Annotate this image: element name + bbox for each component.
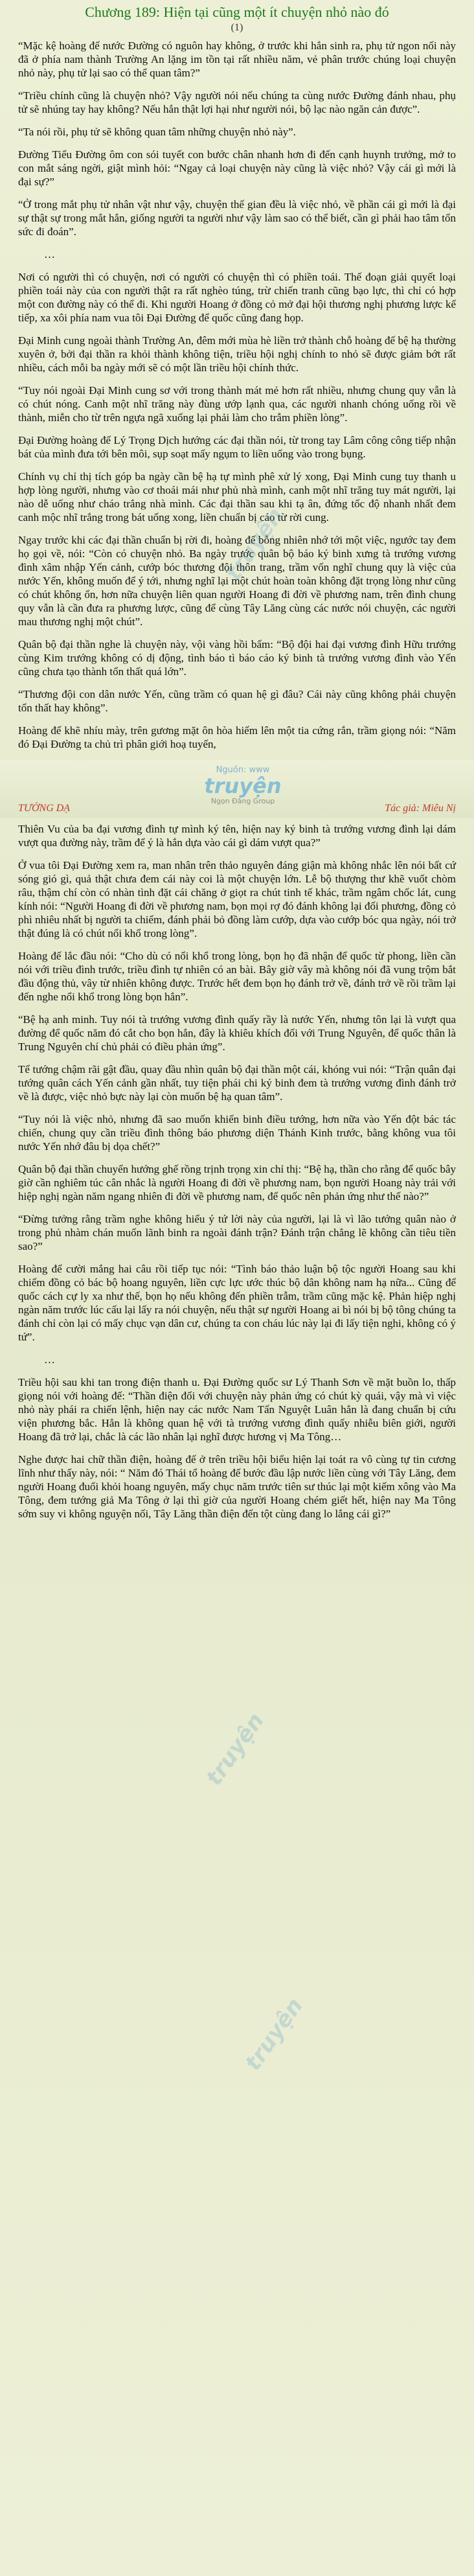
diagonal-watermark: truyện [240, 1993, 309, 2076]
paragraph: “Thương đội con dân nước Yến, cũng trầm có quan hệ gì đâu? Cái này cũng không phải chuyện tổn thất hay không”. [18, 688, 456, 714]
scene-break: … [44, 248, 55, 260]
paragraph: Quân bộ đại thần nghe là chuyện này, vội vàng hồi bẩm: “Bộ đội hai đại vương đình Hữu trướng cùng Kim trướng không có dị động, tình báo tì báo cáo ký binh tà trướng vương đình vào Yến cũng chưa tạo thành tổn thất quá lớn”. [18, 638, 456, 678]
paragraph: “Tuy nói là việc nhỏ, nhưng đã sao muốn khiến binh điều tướng, hơn nữa vào Yến đột bác tác chiến, chung quy cần triều đình thông báo phương diện Thánh Kinh trước, bằng không vua tôi nước Yến nhớ đâu bị dọa chết?” [18, 1113, 456, 1153]
paragraph: Hoàng đế khẽ nhíu mày, trên gương mặt ôn hòa hiếm lên một tia cứng rắn, trầm giọng nói: “Năm đó Đại Đường ta chủ trì phân giới hoạ tuyến, [18, 724, 456, 750]
paragraph: Ngay trước khi các đại thần chuẩn bị rời đi, hoàng đế bỗng nhiên nhớ tới một việc, ngước tay đem họ gọi về, nói: “Còn có chuyện nhỏ. Ba ngày trước quân bộ báo ký binh xưng tà trướng vương đình xâm nhập Yến cảnh, cướp bóc thương đội thôn trang, trầm vốn nghĩ chung quy là việc của nước Yến, không muốn để ý tới, nhưng nghĩ lại một chút hoàn toàn không đặt trọng lòng như cũng có chút không ổn, hơn nữa chuyện liên quan người Hoang đi đời về phương nam, trên đình chung quy vẫn là cần đưa ra phương lược, cũng để cùng Tây Lăng cùng các nước nói chuyện, các người mau thương nghị một chút”. [18, 534, 456, 628]
paragraph: “Đừng tưởng rằng trầm nghe không hiểu ý tứ lời này của người, lại là vì lão tướng quân nào ở trong phủ nhàm chán muốn lãnh binh ra ngoài đánh trận? Đánh trận chẳng lẽ không cần tiêu tiền sao?” [18, 1213, 456, 1252]
paragraph: “Ở trong mắt phụ tử nhân vật như vậy, chuyện thế gian đều là việc nhỏ, về phần cái gì mới là đại sự thật sự trong mắt hắn, giống người ta người như vậy làm sao có thể biết, cần gì phải hao tâm tổn sức đi đoán”. [18, 198, 456, 238]
paragraph: Đại Minh cung ngoài thành Trường An, đêm mới mùa hè liền trở thành chỗ hoàng đế bệ hạ thường xuyên ở, bởi đại thần ra khỏi thành không tiện, triều hội nghị chính to nhỏ sẽ được giảm bớt rất nhiều, cách mỗi ba ngày mới sẽ có một lần triều hội chính thức. [18, 334, 456, 374]
chapter-text-part-1 [18, 39, 456, 751]
paragraph: Hoàng đế lắc đầu nói: “Cho dù có nổi khổ trong lòng, bọn họ đã nhận để quốc từ phong, liền cần nói với triều đình trước, triều đình tự nhiên có an bài. Bây giờ vây mà không nói đã vung trộm bắt đầu động thủ, vây từ nhiên không được. Trước hết đem bọn họ đánh trở về, đánh trở về rồi trầm lại đến nghe nổi khổ trong lòng bọn hắn”. [18, 950, 456, 1003]
paragraph: Tể tướng chậm rãi gật đầu, quay đầu nhìn quân bộ đại thần một cái, khóng vui nói: “Trận quân đại tướng quân cách Yến cảnh gần nhất, tuy tiện phái chi ký binh đem tà trướng vương đình đánh trở về là được, việc nhỏ bực này lại còn muốn bệ hạ quan tâm”. [18, 1063, 456, 1103]
paragraph: “Ta nói rồi, phụ tử sẽ không quan tâm những chuyện nhỏ này”. [18, 126, 296, 138]
diagonal-watermark: truyện [201, 1708, 270, 1791]
scene-break: … [44, 1353, 55, 1366]
paragraph: Quân bộ đại thần chuyển hướng ghế rồng trịnh trọng xin chỉ thị: “Bệ hạ, thần cho rằng để quốc bây giờ cần nghiêm túc cân nhắc là người Hoang đi đời về phương nam, bọn người Hoang này trải với hiệp nghị ngàn năm ngang nhiên đi đời về phương nam, để quốc nên phản ứng như thế nào?” [18, 1163, 456, 1202]
paragraph: “Mặc kệ hoàng đế nước Đường có nguôn hay không, ở trước khi hắn sinh ra, phụ tử ngon nối này đã ở phía nam thành Trường An lặng im tồn tại rất nhiều năm, vẻ phân trước chúng loại chuyện nhỏ này, phụ tử lại sao có thể quan tâm?” [18, 40, 456, 79]
page-number: (1) [231, 22, 243, 33]
paragraph: Chính vụ chỉ thị tích góp ba ngày cần bệ hạ tự mình phê xử lý xong, Đại Minh cung tuy thanh u hợp lòng người, nhưng vào cơ thoái mái như phủ nhà mình, canh một nhĩ trăng tuy mát người, lại nào dễ uống như cháo trắng nhà mình. Các đại thần sau khi tạ ân, đứng tốc độ nhanh nhất đem canh mộc nhĩ trắng trong bát uống xong, liền chuẩn bị cáo từ rời cung. [18, 470, 456, 523]
watermark-top-text: Nguồn: www [216, 765, 270, 775]
paragraph: “Triều chính cũng là chuyện nhỏ? Vậy người nói nếu chúng ta cùng nước Đường đánh nhau, phụ tử sẽ nhúng tay hay không? Nếu hắn thật lợi hại như người nói, bộ lạc nào ngăn cản được”. [18, 89, 456, 115]
page-break-band [0, 760, 474, 818]
paragraph: “Bệ hạ anh minh. Tuy nói tà trướng vương đình quấy rầy là nước Yến, nhưng tôn lại là vượt qua đường để quốc năm đó cắt cho bọn hắn, đây là khiêu khích đối với Trung Nguyên, để quốc thân là Trung Nguyên chí chủ phải có điều phản ứng”. [18, 1013, 456, 1053]
paragraph: “Tuy nói ngoài Đại Minh cung sơ với trong thành mát mẻ hơn rất nhiều, nhưng chung quy vẫn là có chút nóng. Canh một nhĩ trăng này đùng ướp lạnh qua, các người nhanh chóng uống rồi về thành, miễn cho từ trên ngựa ngã xuống lại phải làm cho trẫm phiền lòng”. [18, 384, 456, 424]
watermark-main-text: truyện [204, 774, 282, 798]
diagonal-watermark: truyện [220, 503, 289, 586]
paragraph: Hoàng đế cười mắng hai câu rồi tiếp tục nói: “Tình báo thảo luận bộ tộc người Hoang sau khi chiếm đồng cỏ bác bộ hoang nguyên, liền cực lực ước thúc bộ dân không nam hạ nữa... Cũng để quốc cách cự ly xa như thế, bọn họ nếu không đến phiền trẫm, trầm cũng mặc kệ. Phản hiệp nghị ngàn năm trước lúc cấu lại lấy ra nói chuyện, nếu thật sự người Hoang ai bì nói bị bộ tông chúng ta đánh chỉ còn lại có mấy chục vạn dân cư, chúng ta con cháu lúc này lại đi lấy tiện nghi, không có ý tứ”. [18, 1263, 456, 1343]
chapter-title: Chương 189: Hiện tại cũng một ít chuyện nhỏ nào đó [85, 4, 389, 20]
watermark-group-text: Ngọn Đăng Group [210, 797, 275, 805]
book-title-label: TƯỚNG DẠ [18, 803, 71, 814]
chapter-text-part-2 [18, 822, 456, 1521]
paragraph: Đường Tiểu Đường ôm con sói tuyết con bước chân nhanh hơn đi đến cạnh huynh trưởng, mở to con mắt sáng ngời, giật mình hỏi: “Ngay cả loại chuyện này cũng là việc nhỏ? Vậy cái gì mới là đại sự?” [18, 148, 456, 188]
author-label: Tác giả: Miêu Nị [385, 803, 456, 814]
paragraph: Ở vua tôi Đại Đường xem ra, man nhân trên thảo nguyên đáng giận mà không nhắc lên nói bất cứ sóng gió gì, quả thật chưa đem cái này coi là một chuyện lớn. Lễ bộ thượng thư khẽ vuốt chòm râu, thậm chí còn có nhàn tình đặt cái chăng ở giọt ra chút tinh tế khác, trầm ngâm chốc lát, cung kính nói: “Người Hoang đi đời về phương nam, bọn mọi rợ đó đánh không lại đối phương, đồng cỏ phì nhiêu nhất bị người ta chiếm, đánh phải bỏ đồng làm cướp, dựa vào cướp bóc qua ngày, nói trở thật đúng là có chút nổi khổ trong lòng”. [18, 859, 456, 939]
paragraph: Nghe được hai chữ thần điện, hoàng đế ở trên triều hội biểu hiện lại toát ra vô cùng tự tin cương lĩnh như thấy này, nói: “ Năm đó Thái tổ hoàng đế bước đầu lập nước liền cùng với Tây Lăng, đem người Hoang đuổi khỏi hoang nguyên, mấy chục năm trước tiên sư thúc lại một kiếm xông vào Ma Tông, đem tướng giả Ma Tông ở lại thì giờ của người Hoang chém giết hết, hiện nay Ma Tông sớm suy vi không nguyện nối, Tây Lăng thần điện đến tột cùng đang lo lắng cái gì?” [18, 1453, 456, 1520]
paragraph: Thiên Vu của ba đại vương đình tự mình ký tên, hiện nay ký binh tà trướng vương đình lại dám vượt qua đường này, trầm để ý là hắn dựa vào cái gì dám vượt qua?” [18, 823, 456, 849]
book-meta-row [18, 803, 456, 814]
paragraph: Triều hội sau khi tan trong điện thanh u. Đại Đường quốc sư Lý Thanh Sơn về mặt buồn lo, thấp giọng nói với hoàng đế: “Thần điện đối với chuyện này phản ứng có chút kỳ quái, vậy mà vì việc nhỏ này phái ra chiến lệnh, hiện nay các nước Nam Tấn Nguyệt Luân hẳn là đang chuẩn bị cứu viện phương bắc. Hẳn là không quan hệ với tà trướng vương đình quấy nhiễu biên giới, người Hoang đã trở lại, chắc là các lão nhân lại nghĩ được hương vị Ma Tông… [18, 1376, 456, 1443]
paragraph: Đại Đường hoàng đế Lý Trọng Dịch hướng các đại thần nói, từ trong tay Lâm công công tiếp nhận bát của mình đưa tới bên môi, sụp soạt mấy ngụm to liền uống vào trong bụng. [18, 434, 456, 460]
paragraph: Nơi có người thì có chuyện, nơi có người có chuyện thì có phiền toái. Thế đoạn giải quyết loại phiền toái này của con người thật ra rất nghèo túng, trừ chiến tranh cũng bạo lực, thì chỉ có hợp một con đường này có thể đi. Khi người Hoang ở đồng cỏ mở đại hội thương nghị phương lược kế tiếp, xa xôi phía nam vua tôi Đại Đường để quốc cũng đang họp. [18, 271, 456, 324]
